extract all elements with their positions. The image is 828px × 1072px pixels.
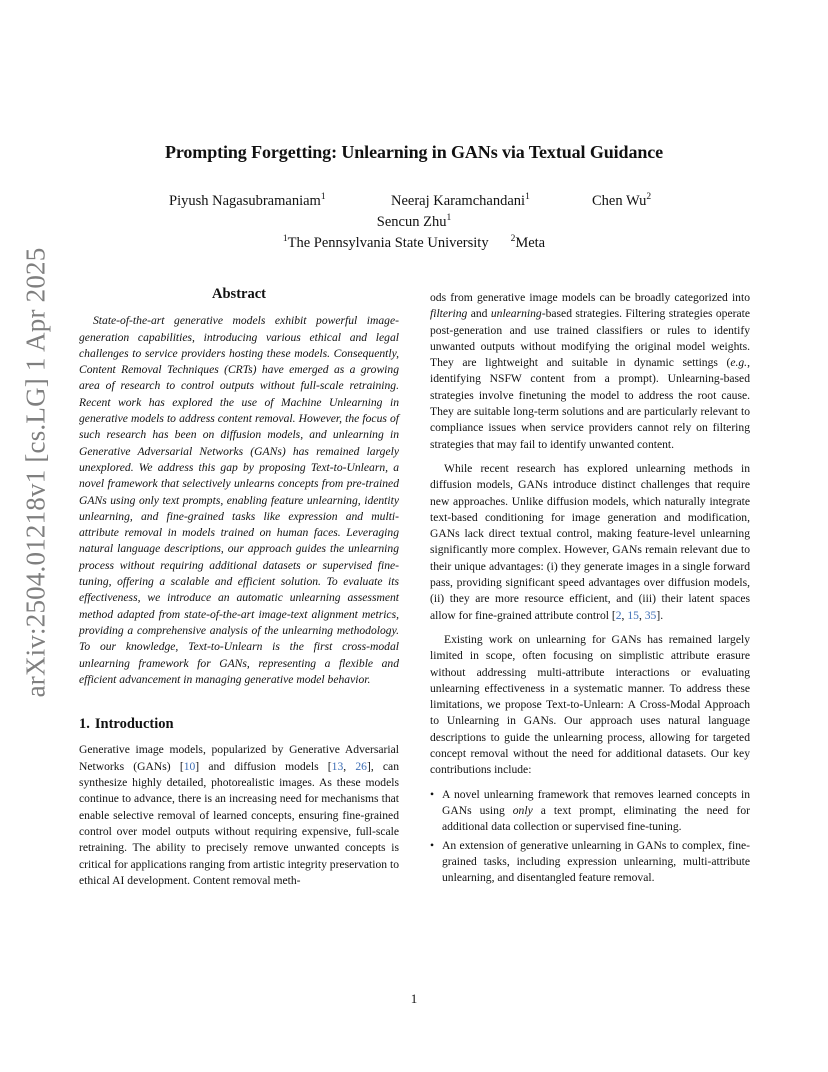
- contributions-list: [430, 787, 750, 887]
- list-item: • An extension of generative unlearning in GANs to complex, fine-grained tasks, including expression unlearning, multi-attribute unlearning, and disentangled feature removal.: [442, 838, 750, 887]
- author-name: Neeraj Karamchandani$^1$: [391, 192, 530, 209]
- affiliation: $^1$The Pennsylvania State University: [282, 234, 489, 251]
- arxiv-identifier-stamp: arXiv:2504.01218v1 [cs.LG] 1 Apr 2025: [20, 247, 51, 698]
- abstract-heading: Abstract: [212, 286, 266, 302]
- author-block: [0, 192, 828, 255]
- citation-link[interactable]: 13: [331, 759, 344, 773]
- section-heading-introduction: 1. Introduction: [79, 716, 174, 733]
- intro-paragraph-1-continued: ods from generative image models can be broadly categorized into filtering and unlearning-based strategies. Filtering strategies operate post-generation and use trained classifiers or rules to identify unwanted outputs without modifying the original model weights. They are lightweight and suitable in dynamic settings (e.g., identifying NSFW content from a prompt). Unlearning-based strategies involve finetuning the model to address the root cause. They are suitable long-term solutions and are particularly relevant to compliance issues when service providers cannot rely on filtering strategies that may fail to identify unwanted content.: [430, 291, 750, 451]
- citation-link[interactable]: 10: [183, 759, 196, 773]
- affiliation: $^2$Meta: [510, 234, 546, 251]
- left-column: [79, 286, 399, 889]
- citation-link[interactable]: 35: [644, 608, 657, 622]
- list-item: • A novel unlearning framework that removes learned concepts in GANs using only a text prompt, eliminating the need for additional data collection or supervised fine-tuning.: [442, 787, 750, 836]
- paper-title: Prompting Forgetting: Unlearning in GANs via Textual Guidance: [164, 142, 664, 162]
- abstract-text: State-of-the-art generative models exhibit powerful image-generation capabilities, introducing various ethical and legal challenges to service providers hosting these models. Consequently, Content Removal Techniques (CRTs) have emerged as a growing area of research to control outputs without full-scale retraining. Recent work has explored the use of Machine Unlearning in generative models to address content removal. However, the focus of such research has been on diffusion models, and unlearning in Generative Adversarial Networks (GANs) has remained largely unexplored. We address this gap by proposing Text-to-Unlearn, a novel framework that selectively unlearns concepts from pre-trained GANs using only text prompts, enabling feature unlearning, identity unlearning, and fine-grained tasks like expression and multi-attribute removal in models trained on human faces. Leveraging natural language descriptions, our approach guides the unlearning process without requiring additional datasets or supervised fine-tuning, offering a scalable and efficient solution. To evaluate its effectiveness, we introduce an automatic unlearning assessment method adapted from state-of-the-art image-text alignment metrics, providing a comprehensive analysis of the unlearning methodology. To our knowledge, Text-to-Unlearn is the first cross-modal unlearning framework for GANs, representing a flexible and efficient advancement in managing generative model behavior.: [79, 314, 399, 686]
- intro-paragraph-3: Existing work on unlearning for GANs has remained largely limited in scope, often focusing on simplistic attribute erasure without addressing multi-attribute interactions or evaluating unlearning effectiveness in a systematic manner. To address these limitations, we propose Text-to-Unlearn: A Cross-Modal Approach to Unlearning in GANs. Our approach uses natural language descriptions to guide the unlearning process, allowing for targeted concept removal without the need for additional datasets. Our key contributions include:: [430, 632, 750, 777]
- page-number: 1: [410, 991, 418, 1006]
- right-column: [430, 290, 750, 888]
- author-name: Sencun Zhu$^1$: [376, 213, 452, 230]
- intro-paragraph-2: While recent research has explored unlearning methods in diffusion models, GANs introduce distinct challenges that require new approaches. Unlike diffusion models, which naturally integrate text-based conditioning for image generation and modification, GANs lack direct textual control, making feature-level unlearning significantly more complex. However, GANs remain relevant due to their unique advantages: (i) they generate images in a single forward pass, providing significant speed advantages over diffusion models, (ii) they are more resource efficient, and (iii) their latent spaces allow for fine-grained attribute control [2, 15, 35].: [430, 461, 750, 622]
- citation-link[interactable]: 2: [615, 608, 622, 622]
- citation-link[interactable]: 26: [355, 759, 367, 773]
- intro-paragraph-1: Generative image models, popularized by Generative Adversarial Networks (GANs) [10] and diffusion models [13, 26], can synthesize highly detailed, photorealistic images. As these models continue to advance, there is an increasing need for mechanisms that enable selective removal of learned concepts, ensuring fine-grained control over model outputs without requiring expensive, full-scale retraining. The ability to precisely remove unwanted concepts is critical for applications ranging from artistic integrity preservation to ethical AI development. Content removal meth-: [79, 743, 400, 887]
- citation-link[interactable]: 15: [627, 608, 639, 622]
- author-name: Chen Wu$^2$: [592, 192, 652, 209]
- author-name: Piyush Nagasubramaniam$^1$: [169, 192, 326, 209]
